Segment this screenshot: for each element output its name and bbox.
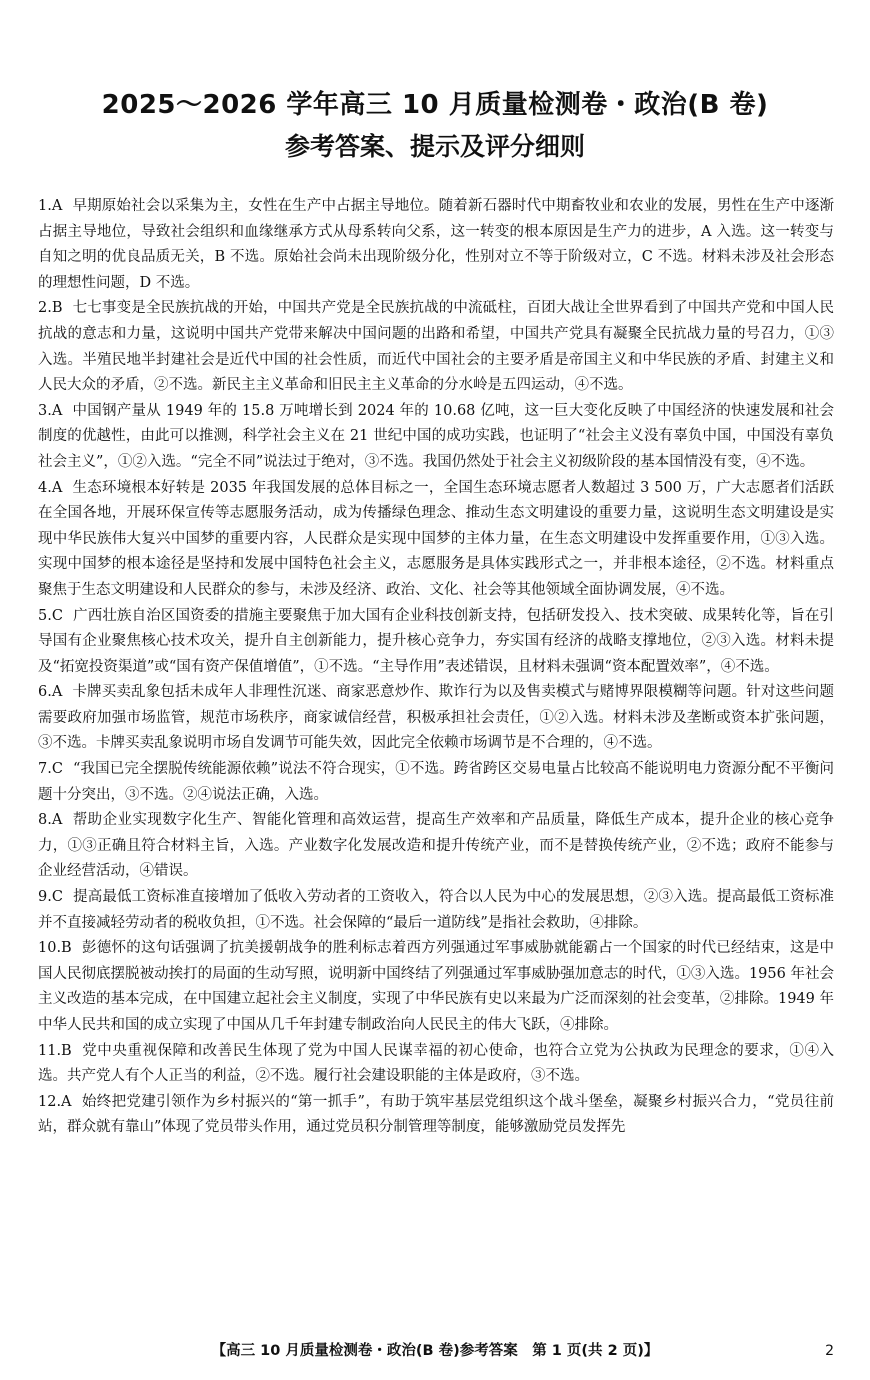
answer-text: 生态环境根本好转是 2035 年我国发展的总体目标之一，全国生态环境志愿者人数超过 3 500 万，广大志愿者们活跃在全国各地，开展环保宣传等志愿服务活动，成为传播绿色理念、推动生态文明建设的重要力量，这说明生态文明建设是实现中华民族伟大复兴中国梦的重要内容，人民群众是实现中国梦的主体力量，在生态文明建设中发挥重要作用，①③入选。实现中国梦的根本途径是坚持和发展中国特色社会主义，志愿服务是具体实践形式之一，并非根本途径，②不选。材料重点聚焦于生态文明建设和人民群众的参与，未涉及经济、政治、文化、社会等其他领域全面协调发展，④不选。 xyxy=(38,479,834,598)
answer-text: “我国已完全摆脱传统能源依赖”说法不符合现实，①不选。跨省跨区交易电量占比较高不能说明电力资源分配不平衡问题十分突出，③不选。②④说法正确，入选。 xyxy=(38,761,834,803)
answer-item-8 xyxy=(38,808,834,885)
answer-item-6 xyxy=(38,680,834,757)
answer-text: 七七事变是全民族抗战的开始，中国共产党是全民族抗战的中流砥柱，百团大战让全世界看到了中国共产党和中国人民抗战的意志和力量，这说明中国共产党带来解决中国问题的出路和希望，中国共产党具有凝聚全民抗战力量的号召力，①③入选。半殖民地半封建社会是近代中国的社会性质，而近代中国社会的主要矛盾是帝国主义和中华民族的矛盾、封建主义和人民大众的矛盾，②不选。新民主主义革命和旧民主主义革命的分水岭是五四运动，④不选。 xyxy=(38,300,834,394)
answer-item-3 xyxy=(38,399,834,476)
answer-number: 7.C xyxy=(38,761,63,778)
answer-item-2 xyxy=(38,296,834,398)
answer-number: 8.A xyxy=(38,812,63,829)
answer-item-10 xyxy=(38,936,834,1038)
answer-item-12 xyxy=(38,1090,834,1141)
answer-number: 12.A xyxy=(38,1093,72,1110)
answer-item-9 xyxy=(38,885,834,936)
answer-text: 中国钢产量从 1949 年的 15.8 万吨增长到 2024 年的 10.68 亿吨，这一巨大变化反映了中国经济的快速发展和社会制度的优越性，由此可以推测，科学社会主义在 21 世纪中国的成功实践，也证明了“社会主义没有辜负中国，中国没有辜负社会主义”，①②入选。“完全不同”说法过于绝对，③不选。我国仍然处于社会主义初级阶段的基本国情没有变，④不选。 xyxy=(38,402,834,470)
answer-number: 1.A xyxy=(38,198,63,214)
answer-item-4 xyxy=(38,476,834,604)
answer-item-7 xyxy=(38,757,834,808)
answer-list xyxy=(38,194,834,1141)
corner-mark: 2 xyxy=(825,1343,834,1359)
answer-text: 卡牌买卖乱象包括未成年人非理性沉迷、商家恶意炒作、欺诈行为以及售卖模式与赌博界限模糊等问题。针对这些问题需要政府加强市场监管，规范市场秩序，商家诚信经营，积极承担社会责任，①②入选。材料未涉及垄断或资本扩张问题，③不选。卡牌买卖乱象说明市场自发调节可能失效，因此完全依赖市场调节是不合理的，④不选。 xyxy=(38,684,834,752)
answer-item-5 xyxy=(38,604,834,681)
answer-item-11 xyxy=(38,1039,834,1090)
page-subtitle: 参考答案、提示及评分细则 xyxy=(284,132,585,161)
answer-text: 帮助企业实现数字化生产、智能化管理和高效运营，提高生产效率和产品质量，降低生产成本，提升企业的核心竞争力，①③正确且符合材料主旨，入选。产业数字化发展改造和提升传统产业，而不是替换传统产业，②不选；政府不能参与企业经营活动，④错误。 xyxy=(38,812,834,880)
answer-number: 6.A xyxy=(38,684,63,701)
answer-number: 3.A xyxy=(38,402,63,419)
page-title: 2025～2026 学年高三 10 月质量检测卷・政治(B 卷) xyxy=(101,90,769,120)
answer-text: 广西壮族自治区国资委的措施主要聚焦于加大国有企业科技创新支持，包括研发投入、技术突破、成果转化等，旨在引导国有企业聚焦核心技术攻关，提升自主创新能力，提升核心竞争力，夯实国有经济的战略支撑地位，②③入选。材料未提及“拓宽投资渠道”或“国有资产保值增值”，①不选。“主导作用”表述错误，且材料未强调“资本配置效率”，④不选。 xyxy=(38,607,834,675)
answer-number: 4.A xyxy=(38,479,63,496)
answer-text: 提高最低工资标准直接增加了低收入劳动者的工资收入，符合以人民为中心的发展思想，②③入选。提高最低工资标准并不直接减轻劳动者的税收负担，①不选。社会保障的“最后一道防线”是指社会救助，④排除。 xyxy=(38,889,834,931)
answer-number: 5.C xyxy=(38,607,63,624)
answer-number: 9.C xyxy=(38,889,63,906)
answer-number: 11.B xyxy=(38,1042,72,1059)
answer-text: 始终把党建引领作为乡村振兴的“第一抓手”，有助于筑牢基层党组织这个战斗堡垒，凝聚乡村振兴合力，“党员往前站，群众就有靠山”体现了党员带头作用，通过党员积分制管理等制度，能够激励党员发挥先 xyxy=(38,1093,834,1136)
page-footer: 【高三 10 月质量检测卷・政治(B 卷)参考答案 第 1 页(共 2 页)】 xyxy=(211,1343,659,1359)
answer-text: 党中央重视保障和改善民生体现了党为中国人民谋幸福的初心使命，也符合立党为公执政为民理念的要求，①④入选。共产党人有个人正当的利益，②不选。履行社会建设职能的主体是政府，③不选。 xyxy=(38,1042,834,1085)
answer-item-1 xyxy=(38,194,834,296)
answer-text: 早期原始社会以采集为主，女性在生产中占据主导地位。随着新石器时代中期畜牧业和农业的发展，男性在生产中逐渐占据主导地位，导致社会组织和血缘继承方式从母系转向父系，这一转变的根本原因是生产力的进步，A 入选。这一转变与自知之明的优良品质无关，B 不选。原始社会尚未出现阶级分化，性别对立不等于阶级对立，C 不选。材料未涉及社会形态的理想性问题，D 不选。 xyxy=(38,198,834,291)
answer-number: 10.B xyxy=(38,940,72,957)
answer-text: 彭德怀的这句话强调了抗美援朝战争的胜利标志着西方列强通过军事威胁就能霸占一个国家的时代已经结束，这是中国人民彻底摆脱被动挨打的局面的生动写照，说明新中国终结了列强通过军事威胁强加意志的时代，①③入选。1956 年社会主义改造的基本完成，在中国建立起社会主义制度，实现了中华民族有史以来最为广泛而深刻的社会变革，②排除。1949 年中华人民共和国的成立实现了中国从几千年封建专制政治向人民民主的伟大飞跃，④排除。 xyxy=(38,940,834,1033)
answer-number: 2.B xyxy=(38,300,63,317)
